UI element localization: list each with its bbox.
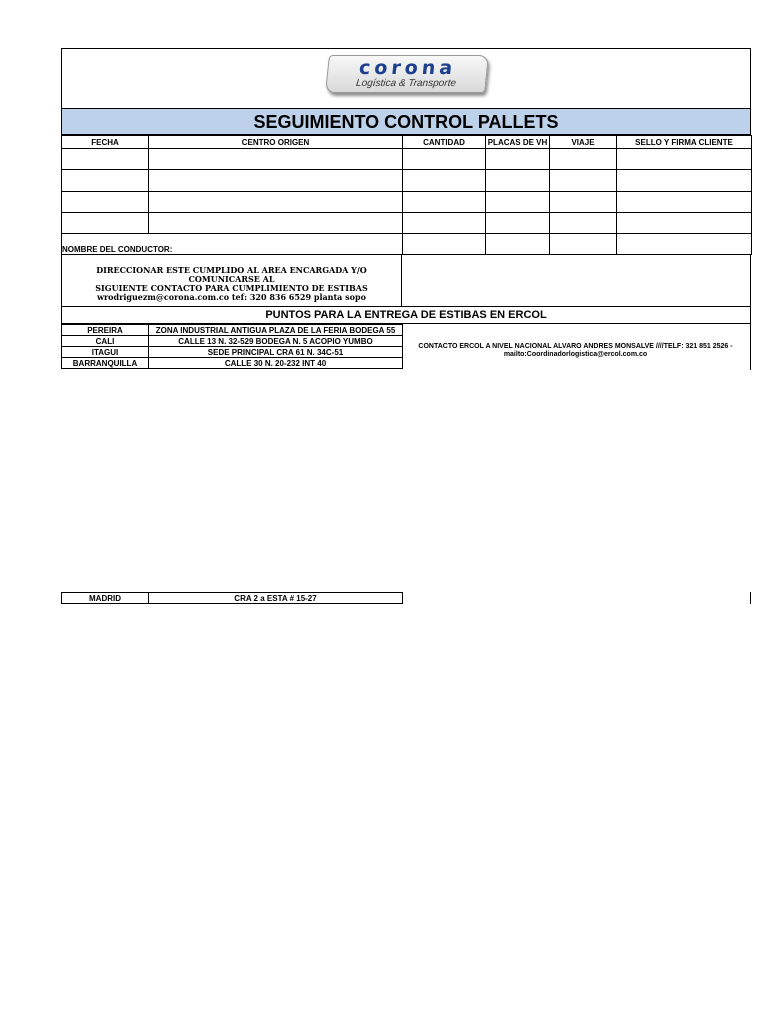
table-cell[interactable] [149,170,403,192]
column-header-placas: PLACAS DE VH [486,136,550,149]
point-city: ITAGUI [62,347,149,358]
table-cell[interactable] [149,149,403,170]
table-cell[interactable] [403,234,486,255]
table-cell[interactable] [617,234,752,255]
table-cell[interactable] [550,170,617,192]
table-cell[interactable] [617,149,752,170]
point-city: CALI [62,336,149,347]
table-cell[interactable] [550,192,617,213]
notice-block [61,254,402,307]
table-cell[interactable] [550,213,617,234]
table-row [62,149,752,170]
table-cell[interactable] [617,170,752,192]
tracking-table [61,135,752,255]
table-cell[interactable] [62,213,149,234]
table-row [62,170,752,192]
table-cell[interactable] [62,192,149,213]
table-cell[interactable] [62,170,149,192]
notice-line-1: DIRECCIONAR ESTE CUMPLIDO AL AREA ENCARGADA Y/O COMUNICARSE AL [96,265,367,284]
table-row [62,347,403,358]
table-cell[interactable] [550,234,617,255]
notice-line-3: wrodriguezm@corona.com.co tef: 320 836 6529 planta sopo [97,292,366,302]
table-cell[interactable] [486,234,550,255]
ercol-contact [401,324,751,370]
point-address: SEDE PRINCIPAL CRA 61 N. 34C-51 [149,347,403,358]
table-cell[interactable] [617,213,752,234]
madrid-right-border [750,592,751,604]
table-cell[interactable] [403,149,486,170]
corona-logo [325,55,489,93]
page-title: SEGUIMIENTO CONTROL PALLETS [61,108,751,135]
table-cell[interactable] [62,149,149,170]
logo-sub-text: Logística & Transporte [355,78,457,89]
contact-line-1: CONTACTO ERCOL A NIVEL NACIONAL ALVARO ANDRES MONSALVE ////TELF: 321 851 2526 - [418,343,733,350]
point-city: PEREIRA [62,325,149,336]
notice-right-cell [401,254,751,307]
table-cell[interactable] [403,170,486,192]
table-cell[interactable] [403,213,486,234]
point-address: CRA 2 a ESTA # 15-27 [149,593,403,604]
table-cell[interactable] [486,213,550,234]
points-title: PUNTOS PARA LA ENTREGA DE ESTIBAS EN ERCOL [61,307,751,324]
driver-name-label: NOMBRE DEL CONDUCTOR: [62,234,403,255]
point-address: CALLE 13 N. 32-529 BODEGA N. 5 ACOPIO YUMBO [149,336,403,347]
table-cell[interactable] [486,170,550,192]
table-cell[interactable] [403,192,486,213]
logo-main-text: corona [357,57,458,79]
table-row [62,192,752,213]
table-row [62,593,403,604]
point-city: MADRID [62,593,149,604]
madrid-point-table [61,592,403,604]
table-header-row [62,136,752,149]
table-row [62,358,403,369]
driver-row [62,234,752,255]
table-row [62,325,403,336]
point-city: BARRANQUILLA [62,358,149,369]
table-row [62,213,752,234]
table-cell[interactable] [149,192,403,213]
delivery-points-table [61,324,403,369]
table-cell[interactable] [486,192,550,213]
notice-line-2: SIGUIENTE CONTACTO PARA CUMPLIMIENTO DE ESTIBAS [95,283,368,293]
point-address: CALLE 30 N. 20-232 INT 40 [149,358,403,369]
column-header-sello: SELLO Y FIRMA CLIENTE [617,136,752,149]
column-header-centro-origen: CENTRO ORIGEN [149,136,403,149]
table-cell[interactable] [550,149,617,170]
table-cell[interactable] [149,213,403,234]
column-header-fecha: FECHA [62,136,149,149]
table-cell[interactable] [486,149,550,170]
column-header-viaje: VIAJE [550,136,617,149]
column-header-cantidad: CANTIDAD [403,136,486,149]
table-row [62,336,403,347]
point-address: ZONA INDUSTRIAL ANTIGUA PLAZA DE LA FERIA BODEGA 55 [149,325,403,336]
table-cell[interactable] [617,192,752,213]
contact-email[interactable]: mailto:Coordinadorlogistica@ercol.com.co [503,351,648,358]
